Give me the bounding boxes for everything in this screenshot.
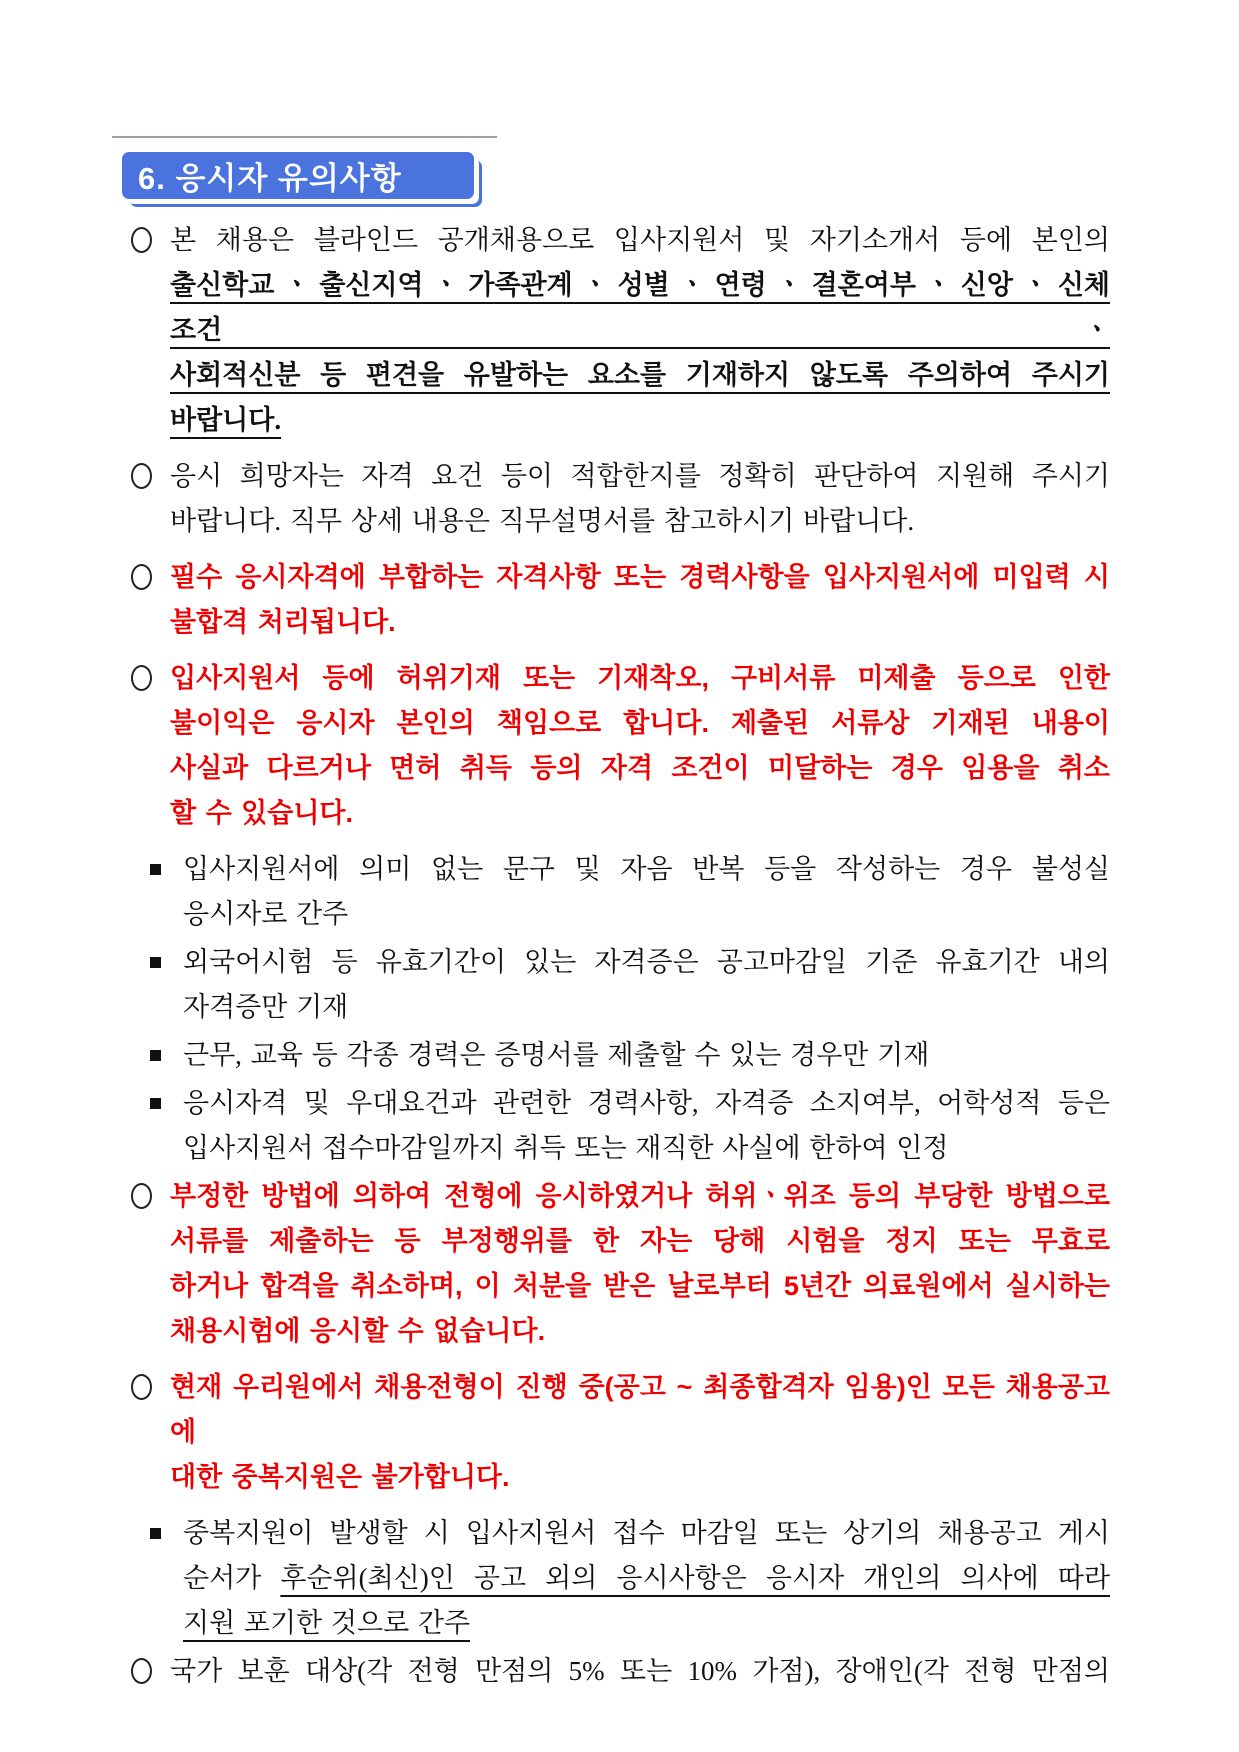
square-bullet-icon bbox=[150, 1098, 161, 1109]
notice-line bbox=[170, 791, 1110, 836]
notice-list bbox=[131, 218, 1110, 1705]
square-bullet-icon bbox=[150, 1528, 161, 1539]
bullet-marker-column bbox=[131, 454, 170, 544]
notice-line bbox=[170, 1649, 1110, 1694]
text-segment: 대한 중복지원은 불가합니다. bbox=[170, 1462, 510, 1492]
notice-line bbox=[170, 600, 1110, 645]
text-segment: 출신학교 ㆍ 출신지역 ㆍ 가족관계 ㆍ 성별 ㆍ 연령 ㆍ 결혼여부 ㆍ 신앙 ㆍ 신체조건 ㆍ bbox=[170, 270, 1110, 345]
notice-line bbox=[170, 701, 1110, 746]
bullet-marker-column bbox=[150, 1033, 183, 1078]
text-segment: 응시 희망자는 자격 요건 등이 적합한지를 정확히 판단하여 지원해 주시기 bbox=[170, 461, 1110, 491]
notice-text bbox=[183, 1511, 1110, 1646]
section-header bbox=[122, 152, 474, 199]
notice-item bbox=[131, 1174, 1110, 1354]
text-segment: 입사지원서에 의미 없는 문구 및 자음 반복 등을 작성하는 경우 불성실 bbox=[183, 854, 1110, 884]
text-segment: 입사지원서 등에 허위기재 또는 기재착오, 구비서류 미제출 등으로 인한 bbox=[170, 663, 1110, 693]
text-segment: 바랍니다. bbox=[170, 405, 282, 435]
notice-text bbox=[170, 656, 1110, 836]
notice-line bbox=[183, 1556, 1110, 1601]
bullet-marker-column bbox=[131, 555, 170, 645]
notice-text bbox=[183, 1081, 1110, 1171]
notice-line bbox=[183, 985, 1110, 1030]
text-segment: 필수 응시자격에 부합하는 자격사항 또는 경력사항을 입사지원서에 미입력 시 bbox=[170, 562, 1110, 592]
notice-line bbox=[183, 847, 1110, 892]
bullet-marker-column bbox=[150, 847, 183, 937]
text-segment: 외국어시험 등 유효기간이 있는 자격증은 공고마감일 기준 유효기간 내의 bbox=[183, 947, 1110, 977]
notice-item bbox=[131, 1511, 1110, 1646]
text-segment: 순서가 bbox=[183, 1563, 281, 1593]
text-segment: 채용시험에 응시할 수 없습니다. bbox=[170, 1316, 546, 1346]
notice-item bbox=[131, 847, 1110, 937]
text-segment: 사실과 다르거나 면허 취득 등의 자격 조건이 미달하는 경우 임용을 취소 bbox=[170, 753, 1110, 783]
square-bullet-icon bbox=[150, 864, 161, 875]
bullet-marker-column bbox=[131, 1365, 170, 1500]
circle-bullet-icon bbox=[131, 1183, 152, 1209]
section-divider bbox=[112, 136, 497, 138]
circle-bullet-icon bbox=[131, 665, 152, 691]
square-bullet-icon bbox=[150, 957, 161, 968]
section-title: 6. 응시자 유의사항 bbox=[138, 161, 402, 196]
notice-line bbox=[183, 940, 1110, 985]
circle-bullet-icon bbox=[131, 463, 152, 489]
notice-text bbox=[183, 1033, 1110, 1078]
text-segment: 자격증만 기재 bbox=[183, 992, 349, 1022]
bullet-marker-column bbox=[150, 940, 183, 1030]
notice-text bbox=[170, 218, 1110, 443]
bullet-marker-column bbox=[131, 1649, 170, 1694]
text-segment: 후순위(최신)인 공고 외의 응시사항은 응시자 개인의 의사에 따라 bbox=[280, 1563, 1110, 1593]
text-segment: 국가 보훈 대상(각 전형 만점의 5% 또는 10% 가점), 장애인(각 전형 만점의 bbox=[170, 1656, 1110, 1686]
notice-line bbox=[183, 1601, 1110, 1646]
circle-bullet-icon bbox=[131, 1658, 152, 1684]
text-segment: 바랍니다. 직무 상세 내용은 직무설명서를 참고하시기 바랍니다. bbox=[170, 506, 915, 536]
notice-line bbox=[170, 1174, 1110, 1219]
circle-bullet-icon bbox=[131, 1374, 152, 1400]
notice-line bbox=[170, 555, 1110, 600]
text-segment: 하거나 합격을 취소하며, 이 처분을 받은 날로부터 5년간 의료원에서 실시하는 bbox=[170, 1271, 1110, 1301]
text-segment: 본 채용은 블라인드 공개채용으로 입사지원서 및 자기소개서 등에 본인의 bbox=[170, 225, 1110, 255]
notice-line bbox=[170, 746, 1110, 791]
notice-item bbox=[131, 1365, 1110, 1500]
notice-item bbox=[131, 1081, 1110, 1171]
notice-line bbox=[183, 1126, 1110, 1171]
notice-line bbox=[170, 218, 1110, 263]
text-segment: 응시자격 및 우대요건과 관련한 경력사항, 자격증 소지여부, 어학성적 등은 bbox=[183, 1088, 1110, 1118]
notice-item bbox=[131, 1649, 1110, 1694]
notice-item bbox=[131, 218, 1110, 443]
notice-line bbox=[183, 1033, 1110, 1078]
notice-line bbox=[170, 1455, 1110, 1500]
notice-text bbox=[170, 1649, 1110, 1694]
notice-line bbox=[170, 353, 1110, 398]
notice-line bbox=[170, 263, 1110, 353]
text-segment: 지원 포기한 것으로 간주 bbox=[183, 1608, 471, 1638]
notice-item bbox=[131, 555, 1110, 645]
bullet-marker-column bbox=[131, 656, 170, 836]
notice-text bbox=[170, 454, 1110, 544]
bullet-marker-column bbox=[131, 218, 170, 443]
circle-bullet-icon bbox=[131, 564, 152, 590]
notice-line bbox=[170, 656, 1110, 701]
notice-item bbox=[131, 1033, 1110, 1078]
notice-line bbox=[183, 892, 1110, 937]
bullet-marker-column bbox=[131, 1174, 170, 1354]
bullet-marker-column bbox=[150, 1511, 183, 1646]
text-segment: 불이익은 응시자 본인의 책임으로 합니다. 제출된 서류상 기재된 내용이 bbox=[170, 708, 1110, 738]
notice-line bbox=[183, 1511, 1110, 1556]
notice-text bbox=[183, 847, 1110, 937]
notice-line bbox=[170, 398, 1110, 443]
notice-item bbox=[131, 454, 1110, 544]
square-bullet-icon bbox=[150, 1050, 161, 1061]
notice-item bbox=[131, 656, 1110, 836]
bullet-marker-column bbox=[150, 1081, 183, 1171]
text-segment: 서류를 제출하는 등 부정행위를 한 자는 당해 시험을 정지 또는 무효로 bbox=[170, 1226, 1110, 1256]
text-segment: 할 수 있습니다. bbox=[170, 798, 353, 828]
notice-line bbox=[183, 1081, 1110, 1126]
text-segment: 응시자로 간주 bbox=[183, 899, 349, 929]
text-segment: 근무, 교육 등 각종 경력은 증명서를 제출할 수 있는 경우만 기재 bbox=[183, 1040, 930, 1070]
notice-text bbox=[170, 555, 1110, 645]
text-segment: 입사지원서 접수마감일까지 취득 또는 재직한 사실에 한하여 인정 bbox=[183, 1133, 949, 1163]
text-segment: 중복지원이 발생할 시 입사지원서 접수 마감일 또는 상기의 채용공고 게시 bbox=[183, 1518, 1110, 1548]
notice-text bbox=[183, 940, 1110, 1030]
text-segment: 부정한 방법에 의하여 전형에 응시하였거나 허위ㆍ위조 등의 부당한 방법으로 bbox=[170, 1181, 1110, 1211]
notice-text bbox=[170, 1365, 1110, 1500]
text-segment: 사회적신분 등 편견을 유발하는 요소를 기재하지 않도록 주의하여 주시기 bbox=[170, 360, 1110, 390]
notice-text bbox=[170, 1174, 1110, 1354]
notice-item bbox=[131, 940, 1110, 1030]
text-segment: 현재 우리원에서 채용전형이 진행 중(공고 ~ 최종합격자 임용)인 모든 채용공고에 bbox=[170, 1372, 1110, 1447]
circle-bullet-icon bbox=[131, 227, 152, 253]
notice-line bbox=[170, 454, 1110, 499]
notice-line bbox=[170, 1309, 1110, 1354]
notice-line bbox=[170, 1264, 1110, 1309]
text-segment: 불합격 처리됩니다. bbox=[170, 607, 396, 637]
notice-line bbox=[170, 1219, 1110, 1264]
notice-line bbox=[170, 499, 1110, 544]
notice-line bbox=[170, 1365, 1110, 1455]
